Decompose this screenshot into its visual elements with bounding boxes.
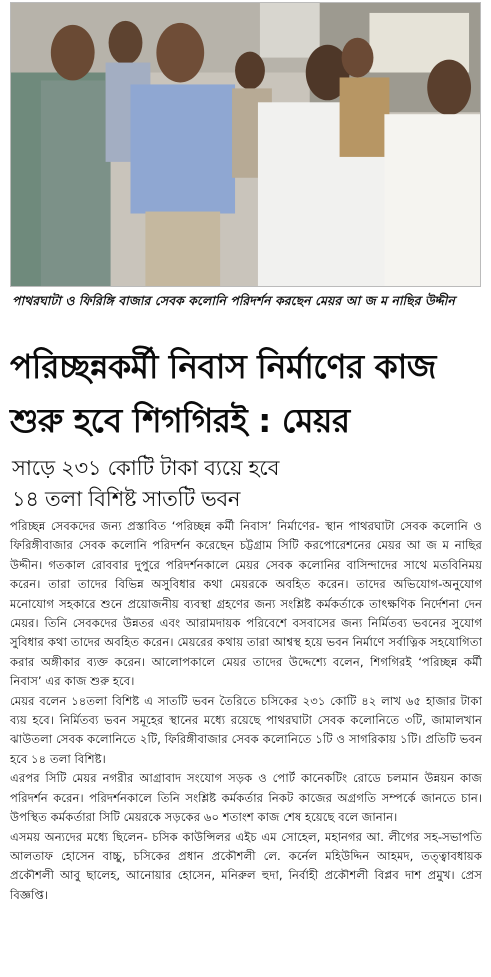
article-body	[10, 517, 482, 905]
paragraph-4: এসময় অন্যদের মধ্যে ছিলেন- চসিক কাউন্সিলর এইচ এম সোহেল, মহানগর আ. লীগের সহ-সভাপতি আলতাফ হোসেন বাচ্চু, চসিকের প্রধান প্রকৌশলী লে. কর্নেল মহিউদ্দিন আহমদ, তত্ত্বাবধায়ক প্রকৌশলী আবু ছালেহ, আনোয়ার হোসেন, মনিরুল হুদা, নির্বাহী প্রকৌশলী বিপ্লব দাশ প্রমুখ। প্রেস বিজ্ঞপ্তি।	[10, 829, 482, 902]
headline: পরিচ্ছন্নকর্মী নিবাস নির্মাণের কাজ শুরু হবে শিগগিরই : মেয়র	[10, 347, 436, 440]
news-photo	[10, 2, 481, 287]
news-photo-illustration	[11, 3, 480, 286]
paragraph-1: পরিচ্ছন্ন সেবকদের জন্য প্রস্তাবিত ‘পরিচ্ছন্ন কর্মী নিবাস’ নির্মাণের- স্থান পাথরঘাটা সেবক কলোনি ও ফিরিঙ্গীবাজার সেবক কলোনি পরিদর্শন করেছেন চট্টগ্রাম সিটি করপোরেশনের মেয়র আ জ ম নাছির উদ্দীন। গতকাল রোববার দুপুরে পরিদর্শনকালে মেয়র সেবক কলোনির বাসিন্দাদের সাথে মতবিনিময় করেন। তারা তাদের বিভিন্ন অসুবিধার কথা মেয়রকে অবহিত করেন। তাদের অভিযোগ-অনুযোগ মনোযোগ সহকারে শুনে প্রয়োজনীয় ব্যবস্থা গ্রহণের জন্য সংশ্লিষ্ট কর্মকর্তাকে তাৎক্ষণিক নির্দেশনা দেন মেয়র। তিনি সেবকদের উন্নতর এবং আরামদায়ক পরিবেশে বসবাসের জন্য নির্মিতব্য ভবনের সুযোগ সুবিধার কথা তাদের অবহিত করেন। মেয়রের কথায় তারা আশ্বস্থ হয়ে ভবন নির্মাণে সর্বাত্নিক সহযোগিতা করার অঙ্গীকার ব্যক্ত করেন। আলোপকালে মেয়র তাদের উদ্দেশ্যে বলেন, শিগগিরই ‘পরিচ্ছন্ন কর্মী নিবাস’ এর কাজ শুরু হবে।	[10, 519, 482, 689]
photo-caption: পাথরঘাটা ও ফিরিঙ্গি বাজার সেবক কলোনি পরিদর্শন করছেন মেয়র আ জ ম নাছির উদ্দীন	[12, 293, 455, 308]
subheadline-buildings: ১৪ তলা বিশিষ্ট সাতটি ভবন	[12, 487, 241, 511]
paragraph-2: মেয়র বলেন ১৪তলা বিশিষ্ট এ সাতটি ভবন তৈরিতে চসিকের ২৩১ কোটি ৪২ লাখ ৬৫ হাজার টাকা ব্যয় হবে। নির্মিতব্য ভবন সমূহের স্থানের মধ্যে রয়েছে পাথরঘাটা সেবক কলোনিতে ৩টি, জামালখান ঝাউতলা সেবক কলোনিতে ২টি, ফিরিঙ্গীবাজার সেবক কলোনিতে ১টি ও সাগরিকায় ১টি। প্রতিটি ভবন হবে ১৪ তলা বিশিষ্ট।	[10, 693, 482, 766]
paragraph-3: এরপর সিটি মেয়র নগরীর আগ্রাবাদ সংযোগ সড়ক ও পোর্ট কানেকটিং রোডে চলমান উন্নয়ন কাজ পরিদর্শন করেন। পরিদর্শনকালে তিনি সংশ্লিষ্ট কর্মকর্তার নিকট কাজের অগ্রগতি সম্পর্কে জানতে চান। উপস্থিত কর্মকর্তারা সিটি মেয়রকে সড়কের ৬০ শতাংশ কাজ শেষ হয়েছে বলে জানান।	[10, 771, 482, 825]
subheadline-cost: সাড়ে ২৩১ কোটি টাকা ব্যয়ে হবে	[12, 456, 280, 480]
